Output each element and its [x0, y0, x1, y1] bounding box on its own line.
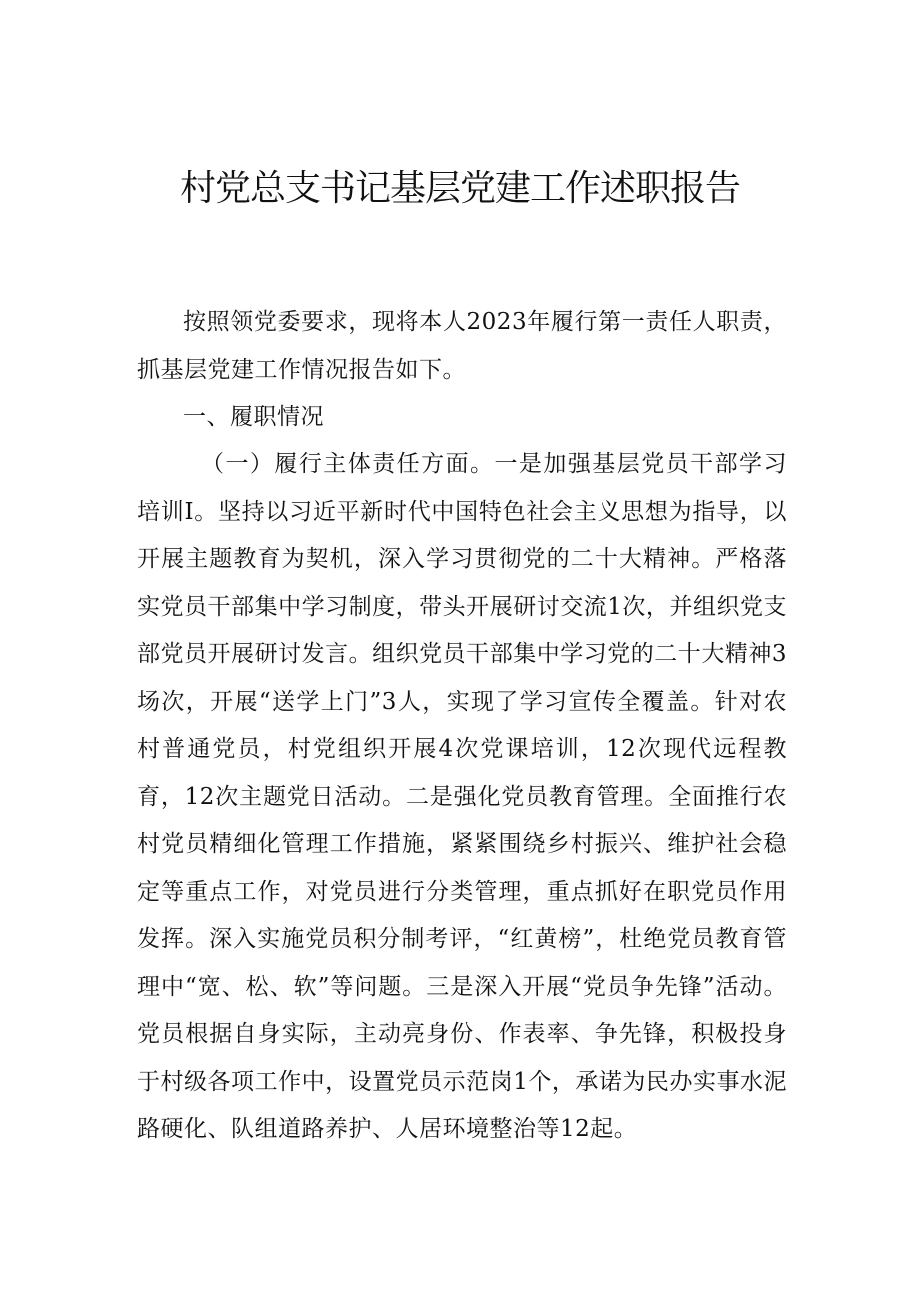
body-paragraph: （一）履行主体责任方面。一是加强基层党员干部学习培训I。坚持以习近平新时代中国特色社会主义思想为指导，以开展主题教育为契机，深入学习贯彻党的二十大精神。严格落实党员干部集中学习制度，带头开展研讨交流1次，并组织党支部党员开展研讨发言。组织党员干部集中学习党的二十大精神3场次，开展“送学上门”3人，实现了学习宣传全覆盖。针对农村普通党员，村党组织开展4次党课培训，12次现代远程教育，12次主题党日活动。二是强化党员教育管理。全面推行农村党员精细化管理工作措施，紧紧围绕乡村振兴、维护社会稳定等重点工作，对党员进行分类管理，重点抓好在职党员作用发挥。深入实施党员积分制考评，“红黄榜”，杜绝党员教育管理中“宽、松、软”等问题。三是深入开展“党员争先锋”活动。党员根据自身实际，主动亮身份、作表率、争先锋，积极投身于村级各项工作中，设置党员示范岗1个，承诺为民办实事水泥路硬化、队组道路养护、人居环境整治等12起。	[137, 451, 787, 1142]
intro-paragraph: 按照领党委要求，现将本人2023年履行第一责任人职责，抓基层党建工作情况报告如下。	[137, 309, 787, 383]
document-title: 村党总支书记基层党建工作述职报告	[179, 168, 740, 209]
section-heading: 一、履职情况	[183, 404, 324, 430]
